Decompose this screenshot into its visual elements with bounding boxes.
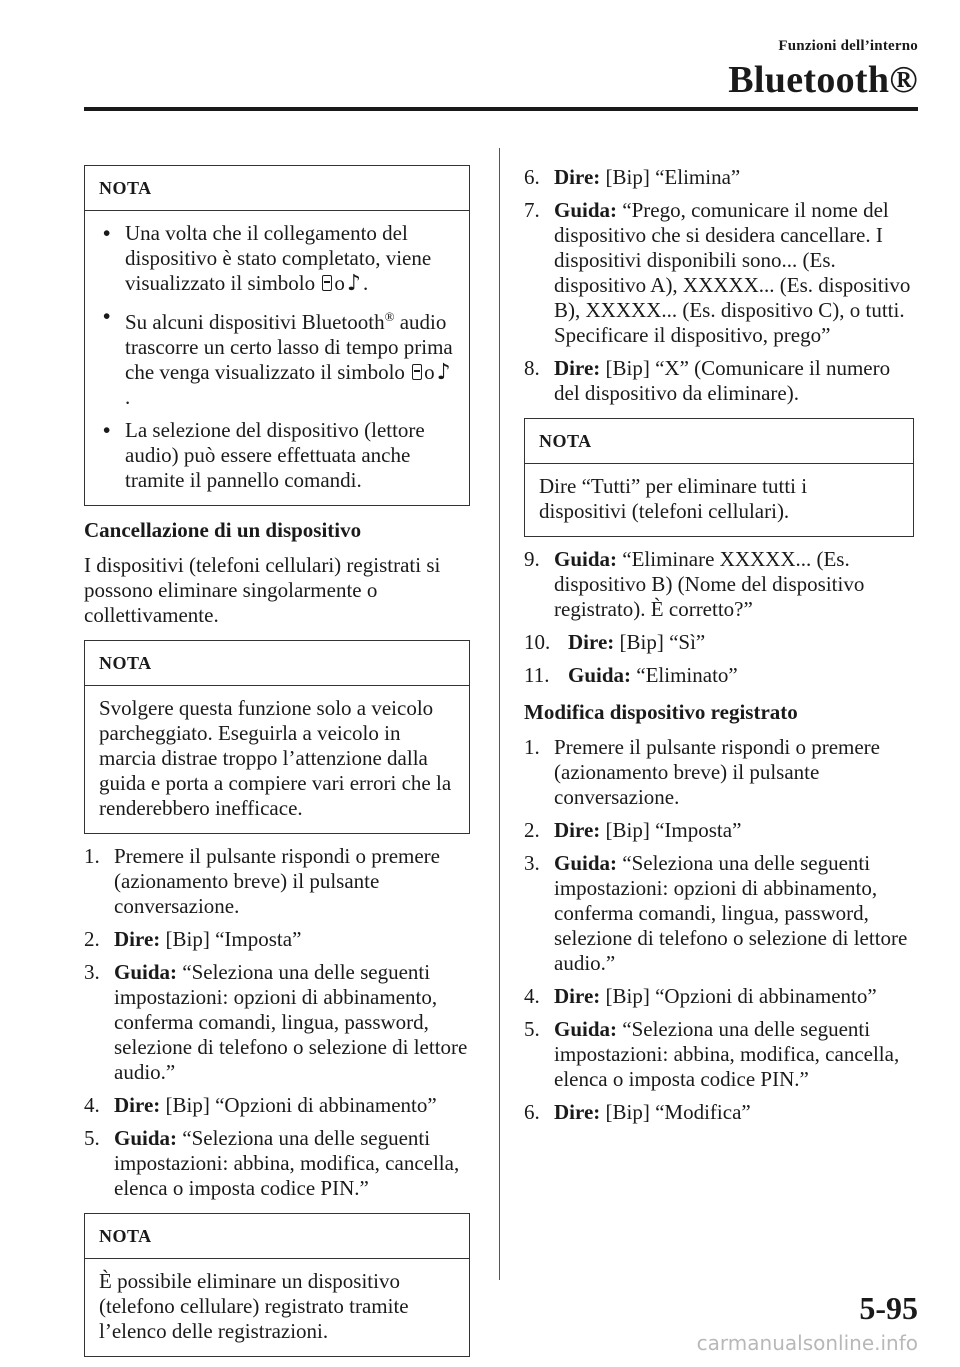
step-item xyxy=(524,198,914,348)
step-text: [Bip] “Elimina” xyxy=(600,165,741,189)
step-keyword: Dire: xyxy=(568,630,615,654)
step-keyword: Dire: xyxy=(114,927,161,951)
step-number: 4. xyxy=(84,1093,100,1117)
step-text: [Bip] “Sì” xyxy=(614,630,706,654)
step-keyword: Guida: xyxy=(554,547,618,571)
step-item xyxy=(84,844,470,919)
bullet-dot: • xyxy=(103,304,111,328)
phone-icon xyxy=(322,275,332,291)
step-list xyxy=(524,547,914,688)
step-text: “Seleziona una delle seguenti impostazioni: opzioni di abbinamento, conferma comandi, lingua, password, selezione di telefono o selezione di lettore audio.” xyxy=(554,851,908,975)
step-number: 3. xyxy=(524,851,540,875)
bullet-text-cont: audio trascorre un certo lasso di tempo prima che venga visualizzato il simbolo xyxy=(125,310,453,384)
step-text: “Seleziona una delle seguenti impostazioni: opzioni di abbinamento, conferma comandi, lingua, password, selezione di telefono o selezione di lettore audio.” xyxy=(114,960,468,1084)
step-text: [Bip] “Opzioni di abbinamento” xyxy=(600,984,877,1008)
note-body xyxy=(525,464,913,536)
note-box-delete-all xyxy=(524,418,914,537)
step-text: “Eliminato” xyxy=(631,663,738,687)
bullet-text: Una volta che il collegamento del dispositivo è stato completato, viene visualizzato il simbolo xyxy=(125,221,432,295)
step-text: “Seleziona una delle seguenti impostazioni: abbina, modifica, cancella, elenca o imposta codice PIN.” xyxy=(114,1126,460,1200)
step-number: 1. xyxy=(84,844,100,868)
note-box-parked xyxy=(84,640,470,834)
step-item xyxy=(524,1017,914,1092)
step-item xyxy=(524,735,914,810)
note-bullet xyxy=(99,304,455,410)
column-divider xyxy=(499,148,500,1280)
music-note-icon: ♪ xyxy=(436,360,451,385)
step-item xyxy=(524,818,914,843)
step-number: 7. xyxy=(524,198,540,222)
note-text: È possibile eliminare un dispositivo (telefono cellulare) registrato tramite l’elenco delle registrazioni. xyxy=(99,1269,409,1343)
step-number: 2. xyxy=(84,927,100,951)
step-number: 11. xyxy=(524,663,550,687)
note-bullet-list xyxy=(99,221,455,493)
step-item xyxy=(524,663,914,688)
step-item xyxy=(524,851,914,976)
step-text: “Eliminare XXXXX... (Es. dispositivo B) (Nome del dispositivo registrato). È corretto?” xyxy=(554,547,865,621)
bullet-dot: • xyxy=(103,221,111,245)
note-body xyxy=(85,686,469,833)
step-keyword: Dire: xyxy=(554,818,601,842)
step-item xyxy=(524,984,914,1009)
step-keyword: Guida: xyxy=(114,960,178,984)
step-keyword: Guida: xyxy=(554,851,618,875)
step-number: 6. xyxy=(524,1100,540,1124)
bullet-text-or: o xyxy=(334,271,345,295)
right-column xyxy=(524,165,914,1137)
step-item xyxy=(524,630,914,655)
step-list xyxy=(524,165,914,406)
bullet-text-or: o xyxy=(424,360,435,384)
note-label: NOTA xyxy=(85,641,469,686)
note-label: NOTA xyxy=(85,1214,469,1259)
note-box-registration-list xyxy=(84,1213,470,1357)
step-keyword: Guida: xyxy=(554,1017,618,1041)
registered-mark: ® xyxy=(384,309,395,324)
step-item xyxy=(84,1093,470,1118)
phone-icon xyxy=(412,364,422,380)
step-keyword: Dire: xyxy=(554,165,601,189)
step-item xyxy=(524,165,914,190)
bullet-text-end: . xyxy=(125,385,131,409)
note-label: NOTA xyxy=(85,166,469,211)
music-note-icon: ♪ xyxy=(346,271,361,296)
step-number: 9. xyxy=(524,547,540,571)
step-keyword: Guida: xyxy=(114,1126,178,1150)
step-text: Premere il pulsante rispondi o premere (azionamento breve) il pulsante conversazione. xyxy=(114,844,440,918)
step-keyword: Guida: xyxy=(554,198,618,222)
section-heading-modify: Modifica dispositivo registrato xyxy=(524,700,798,724)
watermark: carmanualsonline.info xyxy=(696,1331,918,1355)
step-list xyxy=(84,844,470,1201)
step-number: 10. xyxy=(524,630,551,654)
header-rule xyxy=(84,107,918,111)
note-text: Svolgere questa funzione solo a veicolo parcheggiato. Eseguirla a veicolo in marcia distrae troppo l’attenzione dalla guida e porta a compiere vari errori che la renderebbero inefficace. xyxy=(99,696,452,820)
step-text: [Bip] “Imposta” xyxy=(600,818,742,842)
step-number: 8. xyxy=(524,356,540,380)
step-keyword: Dire: xyxy=(554,984,601,1008)
step-text: “Prego, comunicare il nome del dispositivo che si desidera cancellare. I dispositivi disponibili sono... (Es. dispositivo A), XXXXX... (Es. dispositivo B), XXXXX... (Es. dispositivo C), o tutti. Specificare il dispositivo, prego” xyxy=(554,198,911,347)
step-keyword: Dire: xyxy=(554,356,601,380)
note-text: Dire “Tutti” per eliminare tutti i dispositivi (telefoni cellulari). xyxy=(539,474,808,523)
step-item xyxy=(84,960,470,1085)
step-number: 4. xyxy=(524,984,540,1008)
bullet-text: La selezione del dispositivo (lettore audio) può essere effettuata anche tramite il pannello comandi. xyxy=(125,418,425,492)
bullet-text: Su alcuni dispositivi Bluetooth xyxy=(125,310,385,334)
step-number: 6. xyxy=(524,165,540,189)
step-number: 2. xyxy=(524,818,540,842)
step-item xyxy=(524,547,914,622)
step-list xyxy=(524,735,914,1125)
step-text: “Seleziona una delle seguenti impostazioni: abbina, modifica, cancella, elenca o imposta codice PIN.” xyxy=(554,1017,900,1091)
step-text: [Bip] “X” (Comunicare il numero del dispositivo da eliminare). xyxy=(554,356,891,405)
step-item xyxy=(524,1100,914,1125)
bullet-dot: • xyxy=(103,418,111,442)
step-number: 1. xyxy=(524,735,540,759)
step-keyword: Dire: xyxy=(114,1093,161,1117)
running-header-section: Funzioni dell’interno xyxy=(778,38,918,54)
note-label: NOTA xyxy=(525,419,913,464)
step-keyword: Guida: xyxy=(568,663,632,687)
page-title: Bluetooth® xyxy=(728,59,918,101)
step-text: [Bip] “Imposta” xyxy=(160,927,302,951)
note-box-symbols xyxy=(84,165,470,506)
step-text: [Bip] “Modifica” xyxy=(600,1100,751,1124)
note-body xyxy=(85,211,469,505)
step-text: [Bip] “Opzioni di abbinamento” xyxy=(160,1093,437,1117)
step-keyword: Dire: xyxy=(554,1100,601,1124)
left-column xyxy=(84,165,470,1367)
section-intro: I dispositivi (telefoni cellulari) registrati si possono eliminare singolarmente o collettivamente. xyxy=(84,553,441,627)
step-number: 5. xyxy=(524,1017,540,1041)
step-item xyxy=(524,356,914,406)
note-bullet xyxy=(99,418,455,493)
step-item xyxy=(84,1126,470,1201)
bullet-text-end: . xyxy=(362,271,369,295)
page-number: 5-95 xyxy=(859,1290,918,1326)
note-body xyxy=(85,1259,469,1356)
step-number: 3. xyxy=(84,960,100,984)
step-item xyxy=(84,927,470,952)
step-number: 5. xyxy=(84,1126,100,1150)
section-heading-delete: Cancellazione di un dispositivo xyxy=(84,518,362,542)
note-bullet xyxy=(99,221,455,296)
step-text: Premere il pulsante rispondi o premere (azionamento breve) il pulsante conversazione. xyxy=(554,735,880,809)
